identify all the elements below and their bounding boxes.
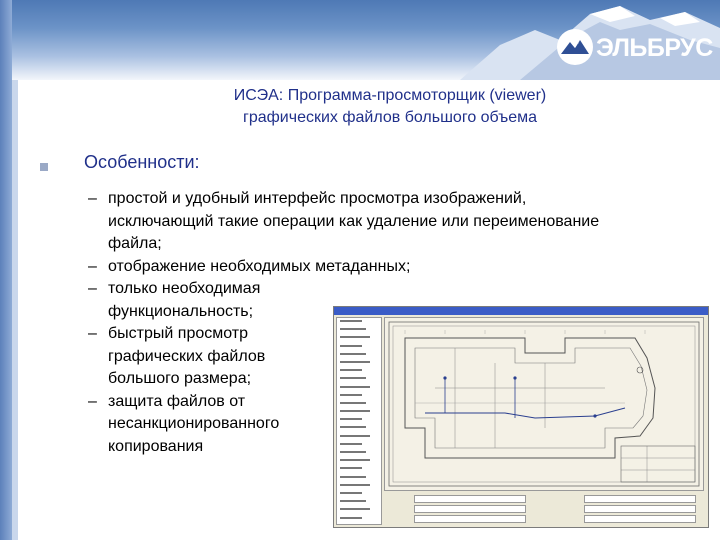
- file-list-row: [337, 320, 381, 326]
- viewer-drawing: [384, 317, 704, 491]
- file-name-placeholder: [340, 500, 366, 502]
- item-line: большого размера;: [108, 370, 252, 387]
- item-line: копирования: [108, 437, 204, 455]
- meta-field: [414, 505, 526, 513]
- item-line: исключающий такие операции как удаление или переименование: [108, 212, 600, 230]
- file-name-placeholder: [340, 394, 362, 396]
- left-accent-stripe: [12, 80, 18, 540]
- file-list-row: [337, 377, 381, 383]
- meta-field: [584, 505, 696, 513]
- file-list-row: [337, 336, 381, 342]
- left-accent-bar: [0, 0, 12, 540]
- meta-field: [414, 515, 526, 523]
- item-line: графических файлов: [108, 347, 266, 365]
- item-line: – только необходимая: [108, 280, 261, 297]
- file-name-placeholder: [340, 410, 370, 412]
- file-list-row: [337, 345, 381, 351]
- file-name-placeholder: [340, 369, 362, 371]
- file-list-row: [337, 361, 381, 367]
- viewer-titlebar: [334, 307, 708, 315]
- file-name-placeholder: [340, 459, 370, 461]
- file-list-row: [337, 353, 381, 359]
- file-list-row: [337, 394, 381, 400]
- title-line-1: ИСЭА: Программа-просмоторщик (viewer): [233, 87, 547, 104]
- file-list-row: [337, 517, 381, 523]
- brand-logo: [556, 28, 713, 68]
- file-list-row: [337, 484, 381, 490]
- file-list-row: [337, 418, 381, 424]
- file-list-row: [337, 328, 381, 334]
- page-title: [110, 85, 670, 129]
- file-name-placeholder: [340, 443, 362, 445]
- file-name-placeholder: [340, 517, 362, 519]
- file-list-row: [337, 476, 381, 482]
- brand-name: ЭЛЬБРУС: [596, 34, 713, 62]
- item-line: – отображение необходимых метаданных;: [108, 257, 411, 275]
- viewer-screenshot: [333, 306, 709, 528]
- item-line: функциональность;: [108, 302, 254, 320]
- title-line-2: графических файлов большого объема: [243, 109, 537, 126]
- file-list-row: [337, 369, 381, 375]
- file-list-row: [337, 492, 381, 498]
- file-name-placeholder: [340, 353, 366, 355]
- section-heading: Особенности:: [84, 152, 200, 172]
- item-line: несанкционированного: [108, 415, 280, 432]
- list-item: [88, 256, 678, 279]
- file-list-row: [337, 443, 381, 449]
- file-list-row: [337, 459, 381, 465]
- file-name-placeholder: [340, 361, 370, 363]
- file-list-row: [337, 508, 381, 514]
- file-name-placeholder: [340, 402, 366, 404]
- viewer-metadata-panel: [384, 491, 702, 523]
- file-name-placeholder: [340, 484, 370, 486]
- meta-field: [584, 495, 696, 503]
- file-name-placeholder: [340, 418, 362, 420]
- file-name-placeholder: [340, 451, 366, 453]
- file-name-placeholder: [340, 345, 362, 347]
- file-name-placeholder: [340, 426, 366, 428]
- file-name-placeholder: [340, 492, 362, 494]
- file-list-row: [337, 435, 381, 441]
- file-name-placeholder: [340, 336, 370, 338]
- file-list-row: [337, 451, 381, 457]
- file-list-row: [337, 467, 381, 473]
- file-list-row: [337, 410, 381, 416]
- file-name-placeholder: [340, 435, 370, 437]
- file-list-row: [337, 500, 381, 506]
- file-name-placeholder: [340, 377, 366, 379]
- meta-field: [414, 495, 526, 503]
- file-list-row: [337, 386, 381, 392]
- file-name-placeholder: [340, 320, 362, 322]
- item-line: – защита файлов от: [108, 392, 246, 410]
- meta-field: [584, 515, 696, 523]
- file-list-row: [337, 426, 381, 432]
- list-item: [88, 188, 678, 256]
- item-line: – быстрый просмотр: [108, 325, 249, 342]
- blueprint-drawing: [385, 318, 703, 490]
- square-bullet-icon: [40, 163, 48, 171]
- file-name-placeholder: [340, 467, 362, 469]
- item-line: – простой и удобный интерфейс просмотра изображений,: [108, 190, 527, 207]
- file-name-placeholder: [340, 508, 370, 510]
- file-name-placeholder: [340, 328, 366, 330]
- mountain-logo-icon: [556, 28, 594, 66]
- item-line: файла;: [108, 235, 162, 252]
- file-list-row: [337, 402, 381, 408]
- file-name-placeholder: [340, 476, 366, 478]
- file-name-placeholder: [340, 386, 370, 388]
- viewer-file-list: [336, 317, 382, 525]
